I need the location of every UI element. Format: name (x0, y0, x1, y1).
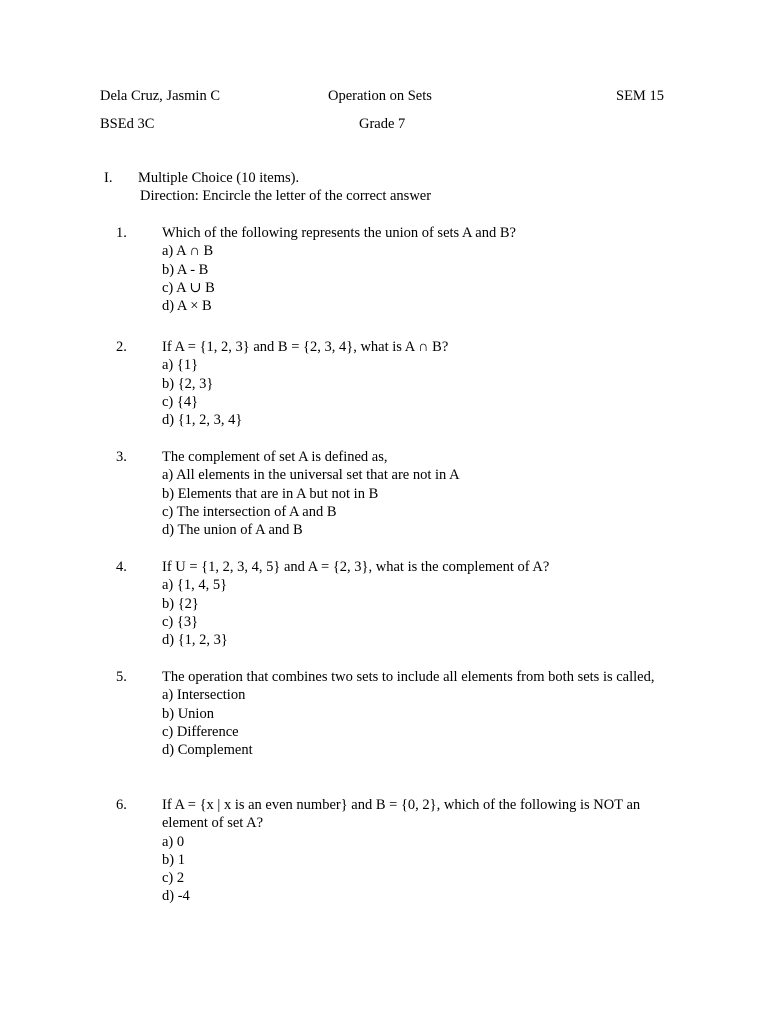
option-a: a) {1} (162, 357, 199, 374)
option-a: a) {1, 4, 5} (162, 577, 228, 594)
course-section: BSEd 3C (100, 116, 155, 132)
question-body (162, 338, 662, 429)
option-a: a) Intersection (162, 687, 246, 704)
option-b: b) Elements that are in A but not in B (162, 485, 379, 502)
student-name: Dela Cruz, Jasmin C (100, 88, 221, 104)
question-body (162, 448, 662, 539)
question-number: 1. (116, 225, 127, 241)
section-number: I. (104, 170, 113, 186)
question-body (162, 668, 662, 759)
question-number: 6. (116, 797, 127, 813)
question-text: The complement of set A is defined as, (162, 449, 388, 465)
option-c: c) {3} (162, 613, 199, 630)
question-text: Which of the following represents the union of sets A and B? (162, 225, 516, 241)
question-text: If A = {x | x is an even number} and B = {0, 2}, which of the following is NOT an element of set A? (162, 797, 641, 832)
question-text: If U = {1, 2, 3, 4, 5} and A = {2, 3}, what is the complement of A? (162, 559, 550, 575)
option-a: a) 0 (162, 833, 185, 850)
question-number: 2. (116, 339, 127, 355)
option-b: b) {2} (162, 595, 199, 612)
option-a: a) All elements in the universal set that are not in A (162, 467, 460, 484)
option-d: d) A × B (162, 298, 212, 315)
option-d: d) Complement (162, 742, 253, 759)
grade-level: Grade 7 (359, 116, 406, 132)
question-body (162, 558, 662, 649)
option-b: b) Union (162, 705, 214, 722)
sem-code: SEM 15 (616, 88, 664, 104)
option-b: b) 1 (162, 851, 185, 868)
option-c: c) 2 (162, 870, 185, 887)
option-c: c) The intersection of A and B (162, 503, 337, 520)
question-body (162, 224, 662, 315)
option-c: c) Difference (162, 723, 239, 740)
document-title: Operation on Sets (328, 88, 432, 104)
option-d: d) The union of A and B (162, 522, 303, 539)
option-c: c) {4} (162, 393, 199, 410)
option-b: b) A - B (162, 261, 209, 278)
section-direction: Direction: Encircle the letter of the correct answer (140, 188, 432, 204)
option-d: d) {1, 2, 3, 4} (162, 412, 243, 429)
question-number: 3. (116, 449, 127, 465)
question-number: 5. (116, 669, 127, 685)
question-text: If A = {1, 2, 3} and B = {2, 3, 4}, what is A ∩ B? (162, 339, 449, 355)
section-title: Multiple Choice (10 items). (138, 170, 300, 186)
option-d: d) {1, 2, 3} (162, 632, 228, 649)
option-b: b) {2, 3} (162, 375, 214, 392)
option-c: c) A ∪ B (162, 279, 215, 296)
option-a: a) A ∩ B (162, 243, 214, 260)
question-body (162, 796, 662, 906)
option-d: d) -4 (162, 888, 190, 905)
question-number: 4. (116, 559, 127, 575)
question-text: The operation that combines two sets to include all elements from both sets is called, (162, 669, 655, 685)
